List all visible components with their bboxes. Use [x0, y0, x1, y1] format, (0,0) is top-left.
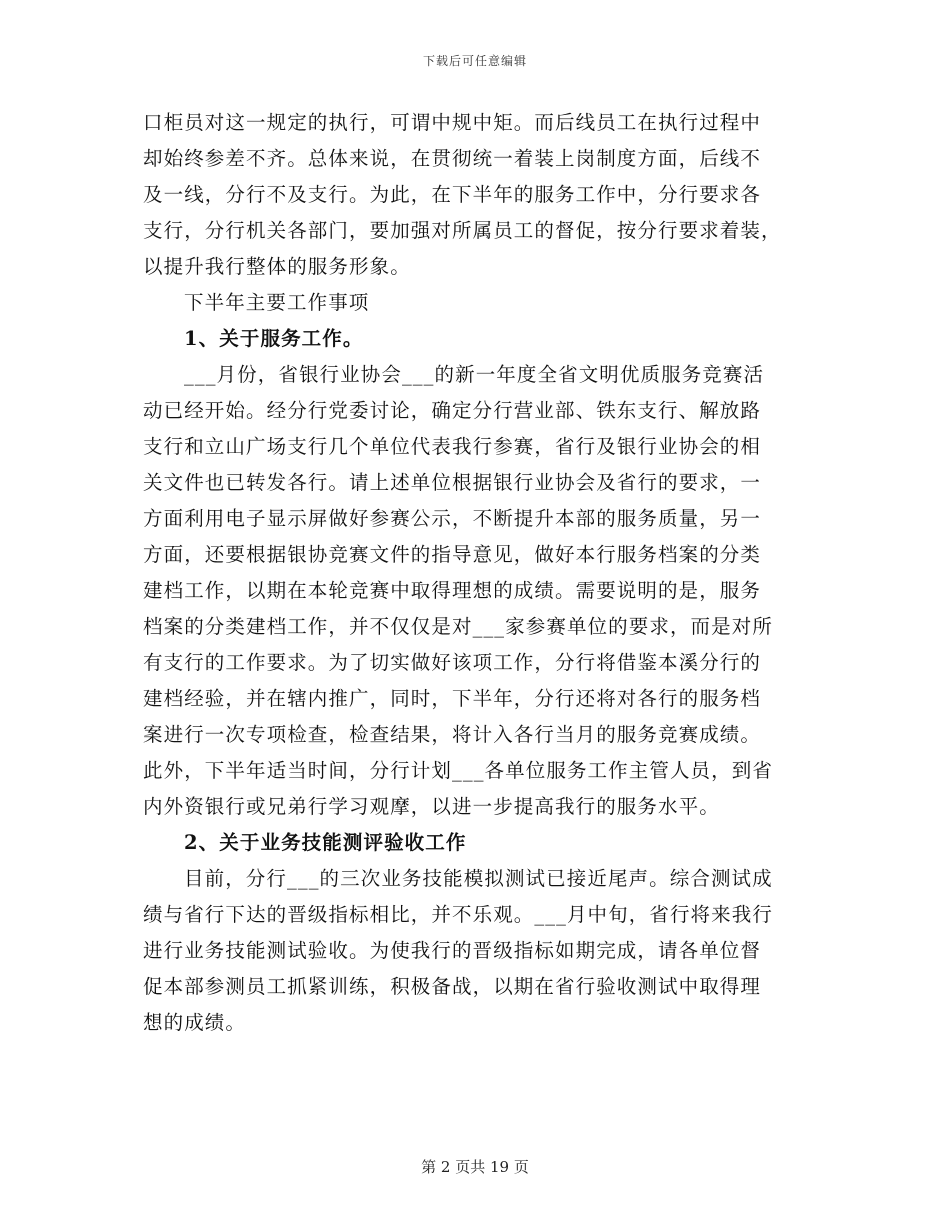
body-line: 支行和立山广场支行几个单位代表我行参赛，省行及银行业协会的相 — [143, 435, 762, 458]
page-number-footer: 第 2 页共 19 页 — [421, 1158, 529, 1176]
body-line: 进行业务技能测试验收。为使我行的晋级指标如期完成，请各单位督 — [143, 939, 762, 962]
body-line: 方面，还要根据银协竞赛文件的指导意见，做好本行服务档案的分类 — [143, 543, 762, 566]
body-line: 促本部参测员工抓紧训练，积极备战，以期在省行验收测试中取得理 — [143, 975, 762, 998]
body-line: 及一线，分行不及支行。为此，在下半年的服务工作中，分行要求各 — [143, 183, 762, 206]
heading-skill-assessment: 2、关于业务技能测评验收工作 — [184, 831, 467, 854]
body-line: 档案的分类建档工作，并不仅仅是对___家参赛单位的要求，而是对所 — [143, 615, 773, 638]
body-line: 案进行一次专项检查，检查结果，将计入各行当月的服务竞赛成绩。 — [143, 723, 762, 746]
body-line: 方面利用电子显示屏做好参赛公示，不断提升本部的服务质量，另一 — [143, 507, 762, 530]
section-title: 下半年主要工作事项 — [184, 291, 370, 314]
document-body — [143, 105, 807, 1041]
body-line: ___月份，省银行业协会___的新一年度全省文明优质服务竞赛活 — [184, 363, 765, 386]
body-line: 支行，分行机关各部门，要加强对所属员工的督促，按分行要求着装， — [143, 219, 782, 242]
body-line: 建档经验，并在辖内推广，同时，下半年，分行还将对各行的服务档 — [143, 687, 762, 710]
body-line: 动已经开始。经分行党委讨论，确定分行营业部、铁东支行、解放路 — [143, 399, 762, 422]
heading-service-work: 1、关于服务工作。 — [184, 327, 364, 350]
body-line: 目前，分行___的三次业务技能模拟测试已接近尾声。综合测试成 — [184, 867, 773, 890]
body-line: 关文件也已转发各行。请上述单位根据银行业协会及省行的要求，一 — [143, 471, 762, 494]
body-line: 想的成绩。 — [143, 1011, 247, 1034]
header-note: 下载后可任意编辑 — [422, 54, 527, 68]
body-line: 有支行的工作要求。为了切实做好该项工作，分行将借鉴本溪分行的 — [143, 651, 762, 674]
body-line: 以提升我行整体的服务形象。 — [143, 255, 411, 278]
body-line: 此外，下半年适当时间，分行计划___各单位服务工作主管人员，到省 — [143, 759, 773, 782]
body-line: 口柜员对这一规定的执行，可谓中规中矩。而后线员工在执行过程中 — [143, 111, 762, 134]
body-line: 却始终参差不齐。总体来说，在贯彻统一着装上岗制度方面，后线不 — [143, 147, 762, 170]
body-line: 绩与省行下达的晋级指标相比，并不乐观。___月中旬，省行将来我行 — [143, 903, 773, 926]
body-line: 内外资银行或兄弟行学习观摩，以进一步提高我行的服务水平。 — [143, 795, 720, 818]
body-line: 建档工作，以期在本轮竞赛中取得理想的成绩。需要说明的是，服务 — [143, 579, 762, 602]
